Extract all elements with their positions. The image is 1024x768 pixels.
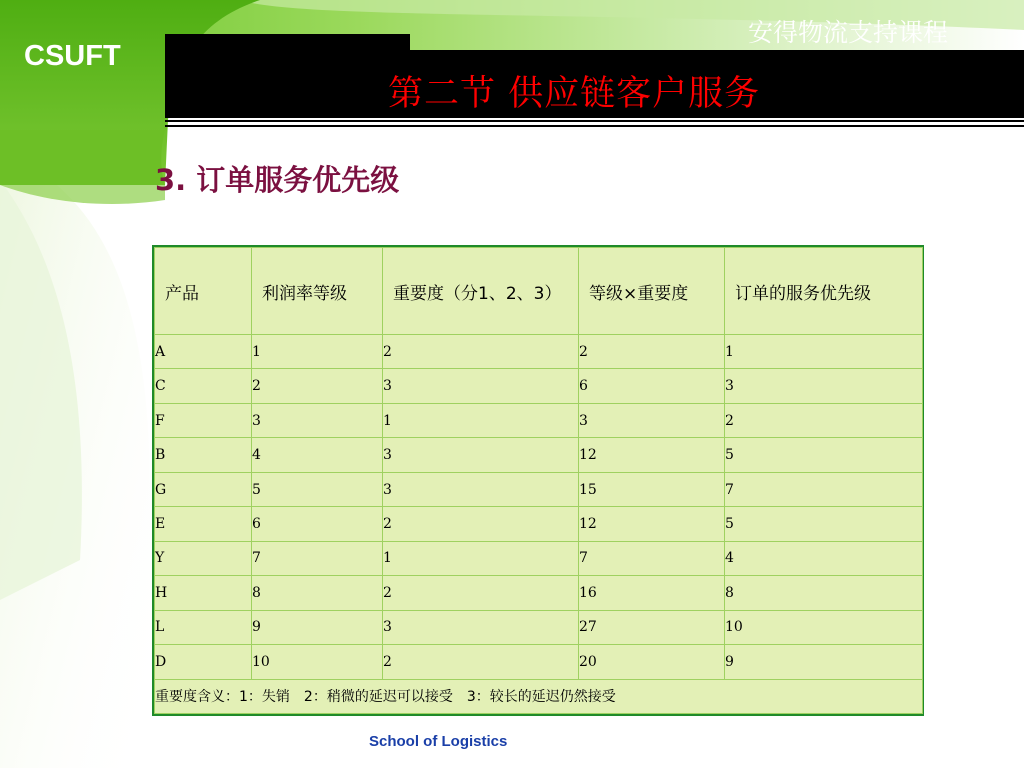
column-header-service-priority: 订单的服务优先级: [725, 248, 923, 335]
column-header-grade-times-importance: 等级×重要度: [579, 248, 725, 335]
header-divider-secondary: [165, 125, 1024, 127]
table-cell: 5: [252, 472, 383, 506]
priority-table: [154, 247, 923, 714]
column-header-product: 产品: [155, 248, 252, 335]
table-row: [155, 541, 923, 575]
importance-legend-note: 重要度含义：1：失销 2：稍微的延迟可以接受 3：较长的延迟仍然接受: [155, 679, 923, 713]
column-header-profit-grade: 利润率等级: [252, 248, 383, 335]
priority-table-container: [152, 245, 924, 716]
table-cell: 3: [383, 369, 579, 403]
table-cell: 10: [252, 645, 383, 679]
table-row: [155, 576, 923, 610]
table-cell: F: [155, 403, 252, 437]
table-cell: 7: [252, 541, 383, 575]
table-cell: 12: [579, 438, 725, 472]
table-cell: 6: [579, 369, 725, 403]
table-cell: G: [155, 472, 252, 506]
table-row: [155, 438, 923, 472]
table-cell: 2: [383, 576, 579, 610]
table-cell: B: [155, 438, 252, 472]
table-row: [155, 369, 923, 403]
table-row: [155, 403, 923, 437]
section-heading: 3. 订单服务优先级: [155, 163, 400, 197]
course-title: 安得物流支持课程: [747, 18, 948, 47]
table-cell: 8: [252, 576, 383, 610]
table-cell: 2: [725, 403, 923, 437]
table-cell: 3: [383, 438, 579, 472]
table-cell: 2: [383, 335, 579, 369]
table-row: [155, 507, 923, 541]
table-cell: 2: [383, 645, 579, 679]
table-row: [155, 472, 923, 506]
table-cell: 5: [725, 438, 923, 472]
table-cell: 15: [579, 472, 725, 506]
table-cell: L: [155, 610, 252, 644]
table-cell: 2: [383, 507, 579, 541]
table-cell: 3: [383, 472, 579, 506]
table-cell: 8: [725, 576, 923, 610]
table-cell: 9: [725, 645, 923, 679]
table-note-row: [155, 679, 923, 713]
table-cell: 16: [579, 576, 725, 610]
table-cell: E: [155, 507, 252, 541]
table-cell: A: [155, 335, 252, 369]
table-cell: H: [155, 576, 252, 610]
table-cell: C: [155, 369, 252, 403]
column-header-importance: 重要度（分1、2、3）: [383, 248, 579, 335]
table-cell: 7: [579, 541, 725, 575]
table-cell: 1: [383, 541, 579, 575]
table-cell: 1: [252, 335, 383, 369]
table-cell: 27: [579, 610, 725, 644]
table-cell: 3: [383, 610, 579, 644]
table-cell: 5: [725, 507, 923, 541]
table-header-row: [155, 248, 923, 335]
table-cell: 7: [725, 472, 923, 506]
table-row: [155, 610, 923, 644]
table-cell: 4: [252, 438, 383, 472]
table-cell: 1: [725, 335, 923, 369]
logo-text: CSUFT: [24, 40, 121, 72]
table-cell: D: [155, 645, 252, 679]
table-cell: 9: [252, 610, 383, 644]
table-cell: 20: [579, 645, 725, 679]
table-cell: 4: [725, 541, 923, 575]
table-cell: 2: [252, 369, 383, 403]
table-cell: 2: [579, 335, 725, 369]
header-divider: [165, 120, 1024, 122]
table-cell: 12: [579, 507, 725, 541]
footer-school-name: School of Logistics: [369, 733, 508, 750]
table-cell: 1: [383, 403, 579, 437]
table-cell: 3: [252, 403, 383, 437]
slide-title: 第二节 供应链客户服务: [388, 74, 761, 114]
table-cell: 3: [725, 369, 923, 403]
table-row: [155, 335, 923, 369]
table-cell: Y: [155, 541, 252, 575]
table-row: [155, 645, 923, 679]
table-cell: 10: [725, 610, 923, 644]
table-cell: 6: [252, 507, 383, 541]
table-cell: 3: [579, 403, 725, 437]
